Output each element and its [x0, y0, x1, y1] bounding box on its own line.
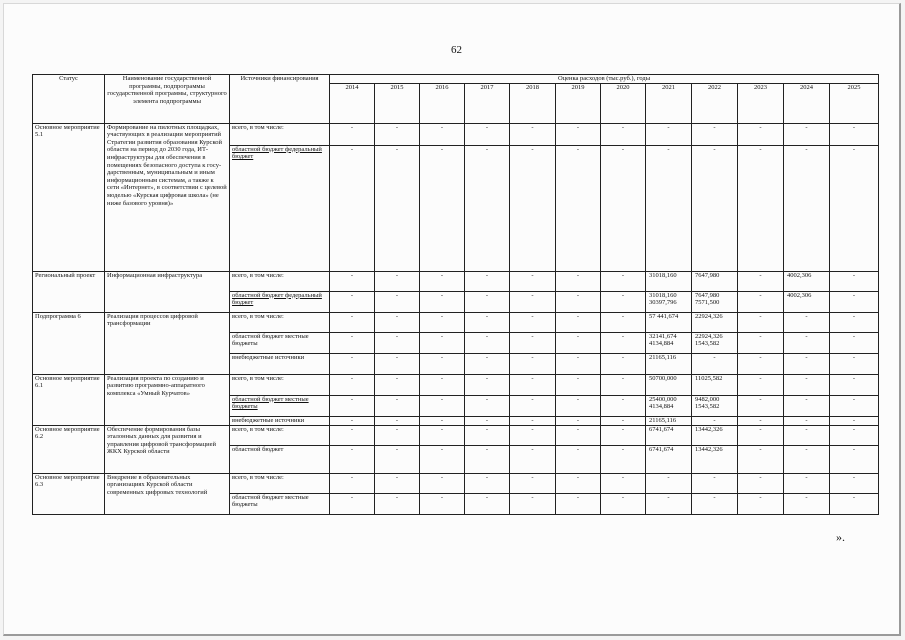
value-cell: - [784, 353, 830, 374]
value-cell: - [375, 123, 420, 145]
value-cell: - [330, 123, 375, 145]
value-cell: - [784, 425, 830, 445]
value-cell: - [830, 445, 879, 473]
value-cell: - [738, 353, 784, 374]
value-cell: 11025,582 [692, 374, 738, 395]
header-status: Статус [33, 75, 105, 124]
table-row [33, 312, 879, 332]
value-cell: 4002,306 [784, 271, 830, 291]
value-cell: - [738, 493, 784, 514]
name-cell: Реализация процессов цифровой трансформации [105, 312, 230, 374]
value-cell: 7647,980 [692, 271, 738, 291]
value-cell: - [510, 332, 556, 353]
value-cell: - [420, 312, 465, 332]
value-cell: - [465, 395, 510, 416]
value-cell: - [556, 445, 601, 473]
header-year: 2015 [375, 83, 420, 123]
header-year: 2020 [601, 83, 646, 123]
value-cell: - [692, 123, 738, 145]
value-cell: - [375, 374, 420, 395]
value-cell: - [556, 416, 601, 425]
value-cell: - [784, 145, 830, 271]
table-row [33, 374, 879, 395]
value-cell: - [830, 353, 879, 374]
value-cell: - [420, 374, 465, 395]
value-cell: - [330, 445, 375, 473]
status-cell: Основное мероприятие 6.1 [33, 374, 105, 425]
value-cell: - [601, 353, 646, 374]
value-cell: - [330, 493, 375, 514]
value-cell: 22924,326 [692, 312, 738, 332]
header-year: 2025 [830, 83, 879, 123]
value-cell: - [646, 145, 692, 271]
value-cell: - [556, 271, 601, 291]
value-cell: - [784, 374, 830, 395]
value-cell: - [738, 312, 784, 332]
value-cell: - [465, 312, 510, 332]
header-year: 2022 [692, 83, 738, 123]
value-cell: - [465, 473, 510, 493]
source-cell: областной бюджет местные бюджеты [230, 493, 330, 514]
value-cell: - [375, 353, 420, 374]
value-cell: 50700,000 [646, 374, 692, 395]
page-number: 62 [451, 44, 462, 56]
value-cell: - [601, 493, 646, 514]
value-cell: - [601, 271, 646, 291]
value-cell: - [465, 493, 510, 514]
value-cell: - [601, 123, 646, 145]
value-cell: - [738, 123, 784, 145]
header-name: Наименование государственной программы, подпрограммы государственной программы, структурного элемента подпрограммы [105, 75, 230, 124]
value-cell: - [465, 374, 510, 395]
value-cell: - [465, 145, 510, 271]
value-cell: - [601, 332, 646, 353]
value-cell: - [420, 291, 465, 312]
value-cell: 13442,326 [692, 445, 738, 473]
header-row [33, 75, 879, 84]
value-cell: - [510, 353, 556, 374]
source-cell: всего, в том числе: [230, 271, 330, 291]
value-cell: - [556, 332, 601, 353]
value-cell: - [510, 145, 556, 271]
source-cell: всего, в том числе: [230, 425, 330, 445]
value-cell: - [738, 291, 784, 312]
value-cell: - [510, 493, 556, 514]
value-cell: - [692, 473, 738, 493]
value-cell: - [375, 416, 420, 425]
source-cell: всего, в том числе: [230, 473, 330, 493]
value-cell: - [692, 353, 738, 374]
source-cell: областной бюджет федеральный бюджет [230, 145, 330, 271]
value-cell: - [420, 395, 465, 416]
value-cell: - [420, 473, 465, 493]
value-cell: 21165,116 [646, 416, 692, 425]
value-cell: - [465, 416, 510, 425]
status-cell: Региональный проект [33, 271, 105, 312]
value-cell: - [738, 271, 784, 291]
value-cell: 13442,326 [692, 425, 738, 445]
value-cell: - [420, 123, 465, 145]
value-cell: - [830, 291, 879, 312]
value-cell: - [556, 123, 601, 145]
header-expenses: Оценка расходов (тыс.руб.), годы [330, 75, 879, 84]
value-cell: - [465, 123, 510, 145]
value-cell: - [330, 473, 375, 493]
value-cell: - [830, 312, 879, 332]
value-cell: - [330, 416, 375, 425]
name-cell: Внедрение в образовательных организациях Курской области современных цифровых технологий [105, 473, 230, 514]
value-cell: - [465, 353, 510, 374]
source-cell: всего, в том числе: [230, 123, 330, 145]
value-cell: - [738, 445, 784, 473]
value-cell: - [375, 291, 420, 312]
value-cell: 6741,674 [646, 425, 692, 445]
value-cell: 9482,000 1543,582 [692, 395, 738, 416]
value-cell: - [330, 374, 375, 395]
value-cell: - [784, 312, 830, 332]
value-cell: 22924,326 1543,582 [692, 332, 738, 353]
value-cell: - [738, 416, 784, 425]
value-cell: - [830, 332, 879, 353]
value-cell: - [601, 445, 646, 473]
value-cell: - [556, 312, 601, 332]
value-cell: 32141,674 4134,884 [646, 332, 692, 353]
value-cell: - [556, 473, 601, 493]
value-cell: - [510, 123, 556, 145]
value-cell: - [510, 291, 556, 312]
value-cell: - [510, 312, 556, 332]
value-cell: 4002,306 [784, 291, 830, 312]
value-cell: - [830, 145, 879, 271]
value-cell: - [375, 312, 420, 332]
value-cell: 6741,674 [646, 445, 692, 473]
value-cell: - [375, 473, 420, 493]
header-year: 2021 [646, 83, 692, 123]
value-cell: - [556, 145, 601, 271]
value-cell: - [830, 416, 879, 425]
value-cell: - [692, 416, 738, 425]
value-cell: 31018,160 30397,796 [646, 291, 692, 312]
value-cell: - [692, 493, 738, 514]
value-cell: - [784, 493, 830, 514]
value-cell: - [830, 473, 879, 493]
value-cell: - [465, 291, 510, 312]
value-cell: - [465, 332, 510, 353]
value-cell: - [830, 425, 879, 445]
value-cell: - [601, 291, 646, 312]
source-cell: внебюджетные источники [230, 353, 330, 374]
value-cell: - [420, 332, 465, 353]
name-cell: Информационная инфраструктура [105, 271, 230, 312]
value-cell: - [784, 123, 830, 145]
value-cell: - [784, 445, 830, 473]
value-cell: - [556, 425, 601, 445]
value-cell: - [420, 416, 465, 425]
value-cell: - [601, 312, 646, 332]
expenses-table [32, 74, 879, 515]
value-cell: - [375, 493, 420, 514]
value-cell: - [375, 271, 420, 291]
source-cell: областной бюджет местные бюджеты [230, 395, 330, 416]
value-cell: - [420, 271, 465, 291]
document-page [3, 3, 901, 636]
status-cell: Основное мероприятие 6.3 [33, 473, 105, 514]
value-cell: - [738, 332, 784, 353]
value-cell: - [784, 416, 830, 425]
value-cell: - [510, 271, 556, 291]
value-cell: - [375, 145, 420, 271]
value-cell: - [330, 425, 375, 445]
value-cell: - [420, 353, 465, 374]
table-body [33, 123, 879, 514]
value-cell: - [784, 473, 830, 493]
source-cell: внебюджетные источники [230, 416, 330, 425]
source-cell: всего, в том числе: [230, 312, 330, 332]
value-cell: - [601, 395, 646, 416]
status-cell: Основное мероприятие 6.2 [33, 425, 105, 473]
value-cell: - [830, 374, 879, 395]
header-year: 2023 [738, 83, 784, 123]
value-cell: - [330, 145, 375, 271]
value-cell: - [330, 312, 375, 332]
header-year: 2024 [784, 83, 830, 123]
value-cell: - [375, 332, 420, 353]
value-cell: - [830, 395, 879, 416]
value-cell: - [646, 473, 692, 493]
status-cell: Подпрограмма 6 [33, 312, 105, 374]
value-cell: - [692, 145, 738, 271]
value-cell: - [601, 416, 646, 425]
value-cell: - [556, 291, 601, 312]
value-cell: - [375, 395, 420, 416]
value-cell: - [601, 145, 646, 271]
value-cell: - [420, 445, 465, 473]
value-cell: - [375, 445, 420, 473]
value-cell: - [601, 473, 646, 493]
value-cell: - [738, 473, 784, 493]
value-cell: 31018,160 [646, 271, 692, 291]
value-cell: - [646, 123, 692, 145]
value-cell: - [830, 493, 879, 514]
header-year: 2019 [556, 83, 601, 123]
value-cell: - [510, 395, 556, 416]
value-cell: - [738, 395, 784, 416]
value-cell: - [738, 425, 784, 445]
value-cell: - [465, 271, 510, 291]
value-cell: - [738, 145, 784, 271]
value-cell: 25400,000 4134,884 [646, 395, 692, 416]
value-cell: - [420, 145, 465, 271]
value-cell: - [784, 395, 830, 416]
source-cell: областной бюджет [230, 445, 330, 473]
value-cell: - [465, 425, 510, 445]
header-year: 2017 [465, 83, 510, 123]
value-cell: - [646, 493, 692, 514]
value-cell: - [601, 374, 646, 395]
value-cell: - [601, 425, 646, 445]
source-cell: всего, в том числе: [230, 374, 330, 395]
value-cell: - [556, 353, 601, 374]
table-row [33, 473, 879, 493]
value-cell: - [556, 395, 601, 416]
value-cell: - [556, 374, 601, 395]
value-cell: - [465, 445, 510, 473]
value-cell: - [784, 332, 830, 353]
value-cell: 21165,116 [646, 353, 692, 374]
value-cell: - [510, 374, 556, 395]
table-row [33, 425, 879, 445]
status-cell: Основное мероприятие 5.1 [33, 123, 105, 271]
header-year: 2014 [330, 83, 375, 123]
value-cell: 57 441,674 [646, 312, 692, 332]
value-cell: - [510, 416, 556, 425]
value-cell: 7647,980 7571,500 [692, 291, 738, 312]
value-cell: - [738, 374, 784, 395]
name-cell: Обеспечение формирования базы эталонных данных для развития и управления цифровой трансформацией ЖКХ Курской области [105, 425, 230, 473]
value-cell: - [830, 271, 879, 291]
source-cell: областной бюджет федеральный бюджет [230, 291, 330, 312]
value-cell: - [330, 353, 375, 374]
end-mark: ». [836, 530, 845, 544]
value-cell: - [510, 473, 556, 493]
value-cell: - [510, 445, 556, 473]
name-cell: Формирование на пилотных площадках, участвующих в реализации мероприятий Стратегии развития образования Курской области на период до 2030 года, ИТ-инфраструктуры для обеспечения в помещениях безопасного доступа к госу-дарственным, муниципальным и иным информационным системам, а также к сети «Интернет», в соответствии с целевой моделью «Курская цифровая школа» (не ниже базового уровня)» [105, 123, 230, 271]
value-cell: - [830, 123, 879, 145]
value-cell: - [420, 425, 465, 445]
name-cell: Реализация проекта по созданию и развитию программно-аппаратного комплекса «Умный Курчатов» [105, 374, 230, 425]
value-cell: - [330, 332, 375, 353]
value-cell: - [330, 291, 375, 312]
table-row [33, 123, 879, 145]
value-cell: - [510, 425, 556, 445]
value-cell: - [375, 425, 420, 445]
source-cell: областной бюджет местные бюджеты [230, 332, 330, 353]
table-row [33, 271, 879, 291]
header-sources: Источники финансирования [230, 75, 330, 124]
value-cell: - [420, 493, 465, 514]
value-cell: - [330, 395, 375, 416]
header-year: 2018 [510, 83, 556, 123]
value-cell: - [556, 493, 601, 514]
value-cell: - [330, 271, 375, 291]
header-year: 2016 [420, 83, 465, 123]
